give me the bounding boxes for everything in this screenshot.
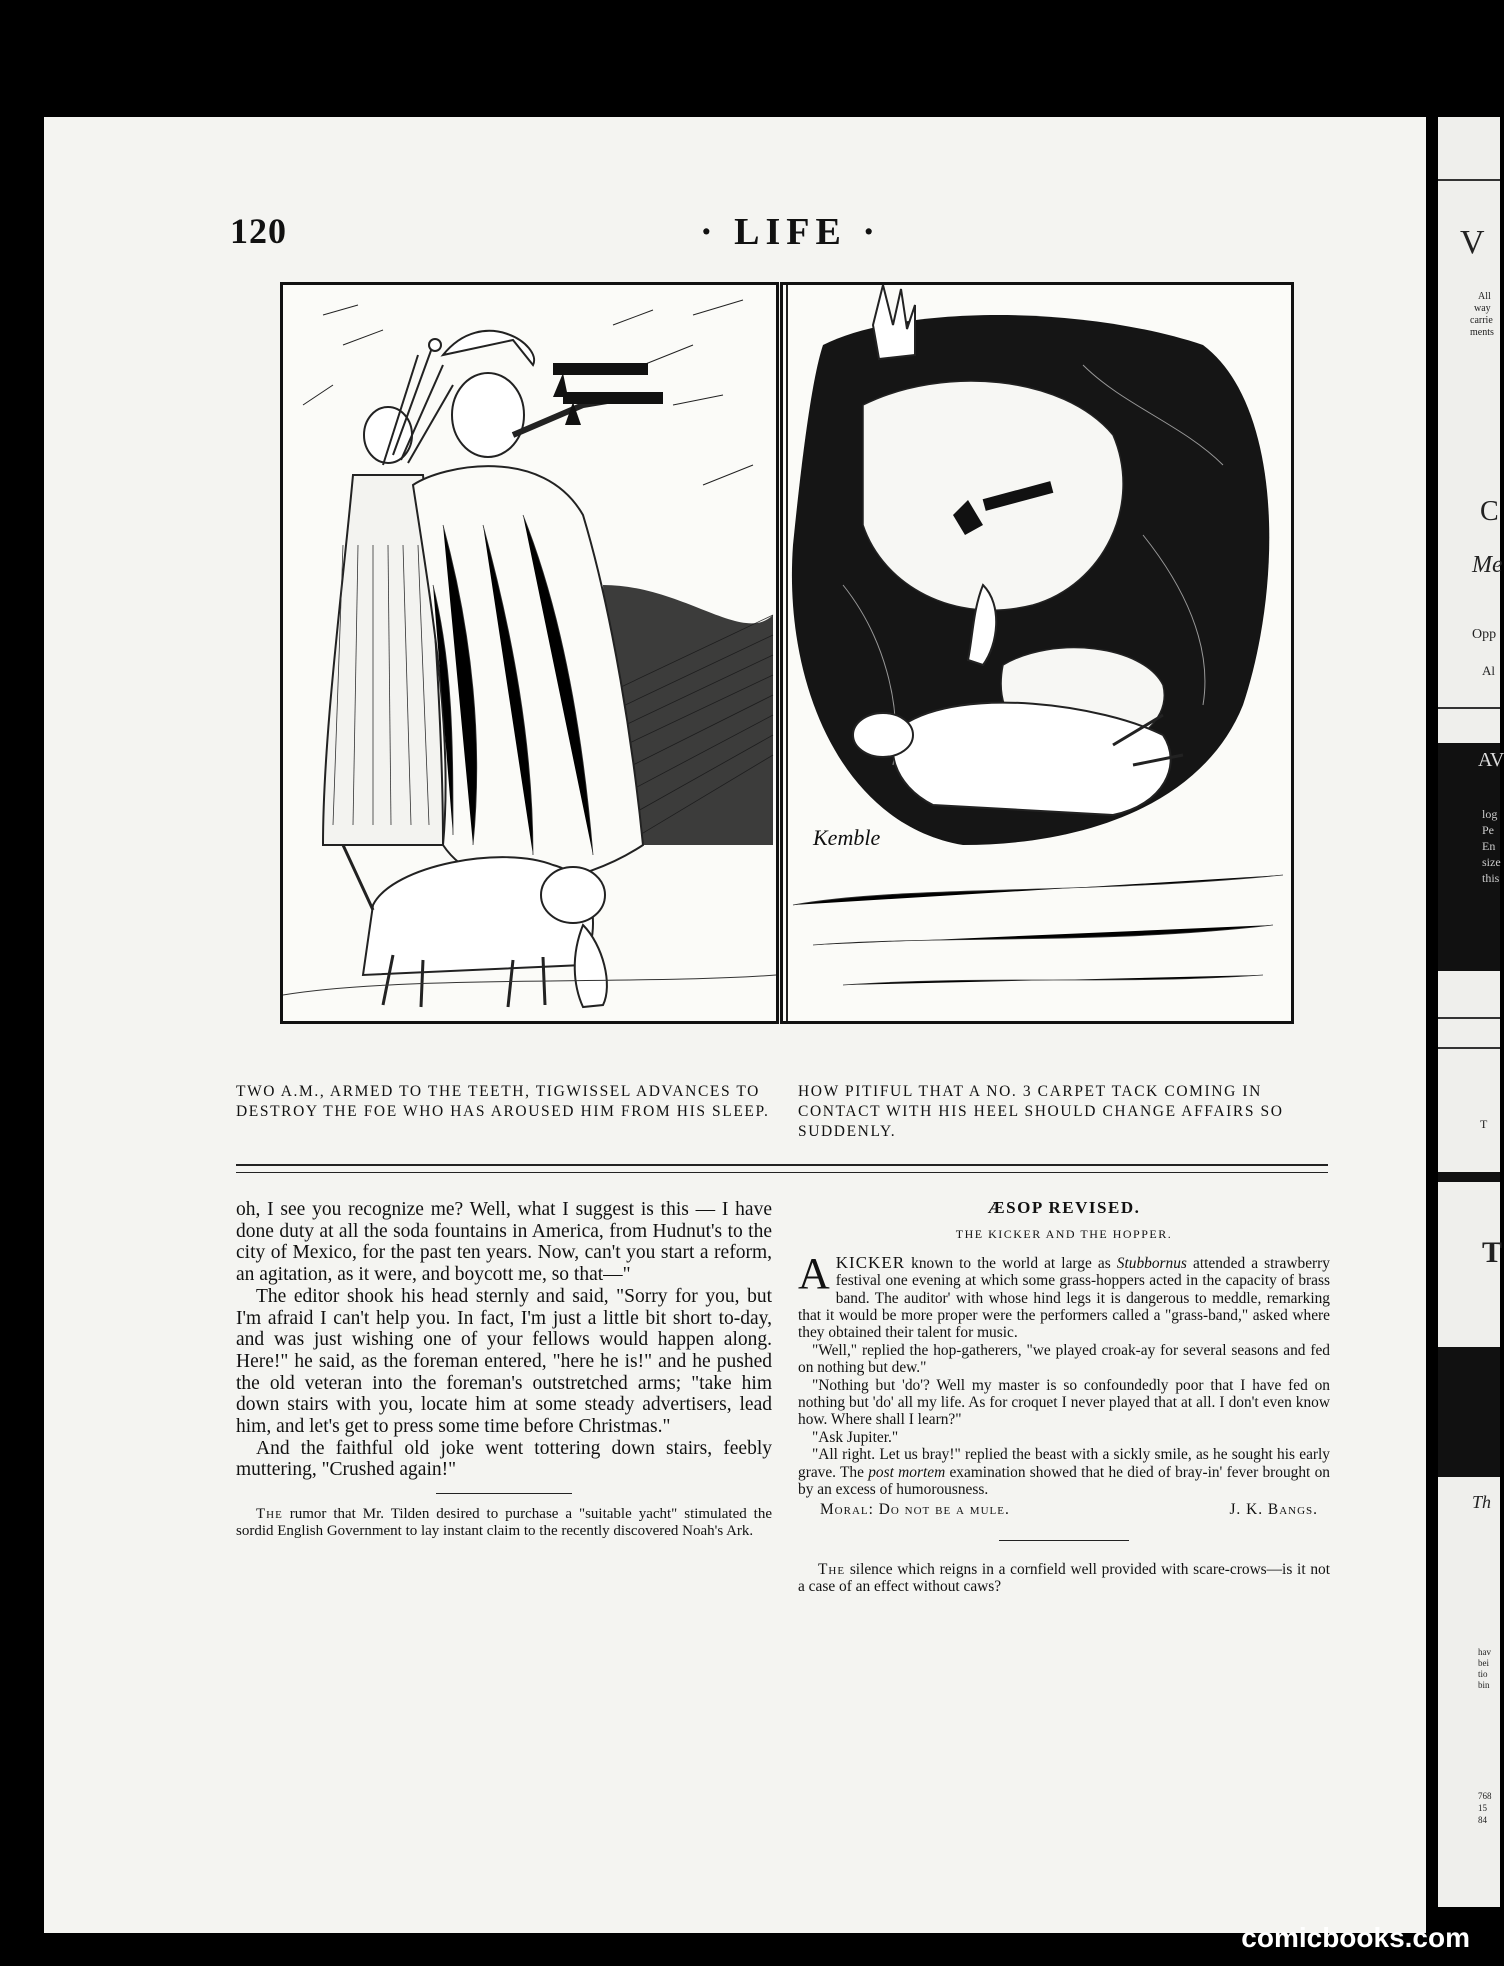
fable-paragraph xyxy=(798,1446,1330,1498)
story-paragraph: The editor shook his head sternly and said, "Sorry for you, but I'm afraid I can't help you. In fact, I'm just a little bit short to-day, and was just wishing one of your fellows would happen along. Here!" he said, as the foreman entered, "here he is!" and he pushed the old veteran into the foreman's outstretched arms; "take him down stairs with you, locate him at some steady advertisers, lead him, and let's get to press some time before Christmas." xyxy=(236,1285,772,1438)
tigwissel-armed-drawing xyxy=(283,285,776,1021)
caption-right: HOW PITIFUL THAT A NO. 3 CARPET TACK COMING IN CONTACT WITH HIS HEEL SHOULD CHANGE AFFAIRS SO SUDDENLY. xyxy=(798,1083,1284,1140)
adjacent-fragment: C xyxy=(1480,496,1499,527)
article-title: ÆSOP REVISED. xyxy=(987,1198,1141,1217)
fable-paragraph xyxy=(798,1248,1330,1342)
tilden-text: rumor that Mr. Tilden desired to purchase a "suitable yacht" stimulated the sordid English Government to lay instant claim to the recently discovered Noah's Ark. xyxy=(236,1506,772,1539)
adjacent-fragment: tio xyxy=(1478,1669,1488,1679)
fable-paragraph: "Well," replied the hop-gatherers, "we played croak-ay for several seasons and fed on nothing but dew." xyxy=(798,1341,1330,1377)
fable-italic: Stubbornus xyxy=(1116,1254,1187,1272)
short-divider xyxy=(436,1493,572,1494)
adjacent-fragment: Pe xyxy=(1482,823,1494,837)
adjacent-fragment: log xyxy=(1482,807,1498,821)
tigwissel-falls-drawing xyxy=(783,285,1291,1021)
fable-italic: post mortem xyxy=(868,1463,946,1481)
adjacent-fragment: 15 xyxy=(1478,1803,1487,1813)
fable-paragraph: "Nothing but 'do'? Well my master is so confoundedly poor that I have fed on nothing but 'do' all my life. As for croquet I never played that at all. I don't even know how. Where shall I learn?" xyxy=(798,1376,1330,1429)
section-divider xyxy=(236,1164,1328,1173)
drop-cap: A xyxy=(798,1248,830,1298)
artist-signature: Kemble xyxy=(813,825,881,850)
adjacent-fragment: AV xyxy=(1478,749,1504,771)
adjacent-fragment: Opp xyxy=(1472,627,1497,642)
adjacent-fragment: 84 xyxy=(1478,1815,1487,1825)
adjacent-fragment: this xyxy=(1482,871,1500,885)
article-subtitle: THE KICKER AND THE HOPPER. xyxy=(955,1227,1173,1242)
adjacent-fragment: T xyxy=(1480,1117,1488,1131)
fable-text: examination showed that he died of bray-in' fever brought on by an excess of humorousness. xyxy=(798,1463,1330,1499)
first-word: KICKER xyxy=(835,1252,906,1272)
tilden-lead: The xyxy=(256,1506,283,1523)
page-header xyxy=(230,210,1330,260)
adjacent-fragment: T xyxy=(1482,1236,1503,1269)
adjacent-fragment: way xyxy=(1474,303,1491,314)
fable-text: attended a strawberry festival one evening at which some grass-hoppers acted in the capacity of brass band. The auditor' with whose hind legs it is dangerous to meddle, remarking that it would be more proper were the performers called a "grass-band," asked where they obtained their talent for music. xyxy=(798,1254,1330,1342)
adjacent-fragment: ments xyxy=(1470,327,1494,338)
moral-line xyxy=(798,1501,1330,1518)
adjacent-fragment: hav xyxy=(1478,1647,1491,1657)
adjacent-fragment: carrie xyxy=(1470,315,1493,326)
fable-text: "All right. Let us bray!" replied the beast with a sickly smile, as he sought his early grave. The xyxy=(798,1446,1330,1481)
illustration-panel-left xyxy=(280,282,779,1024)
caws-text: silence which reigns in a cornfield well provided with scare-crows—is it not a case of an effect without caws? xyxy=(798,1560,1330,1596)
story-paragraph: oh, I see you recognize me? Well, what I suggest is this — I have done duty at all the soda fountains in America, from Hudnut's to the city of Mexico, for the past ten years. Now, can't you start a reform, an agitation, as it were, and boycott me, so that—" xyxy=(236,1199,772,1286)
adjacent-fragment: V xyxy=(1460,224,1485,261)
author-credit: J. K. Bangs. xyxy=(1229,1500,1318,1518)
caws-lead: The xyxy=(818,1560,846,1578)
adjacent-fragment: size xyxy=(1482,855,1501,869)
left-column xyxy=(236,1199,772,1539)
caption-left: TWO A.M., ARMED TO THE TEETH, TIGWISSEL ADVANCES TO DESTROY THE FOE WHO HAS AROUSED HIM FROM HIS SLEEP. xyxy=(236,1083,770,1120)
adjacent-fragment: En xyxy=(1482,839,1496,853)
adjacent-fragment: All xyxy=(1478,291,1491,302)
adjacent-fragment: bin xyxy=(1478,1680,1490,1690)
page-number: 120 xyxy=(230,211,287,251)
adjacent-fragment: Me xyxy=(1472,552,1503,578)
masthead-title: · LIFE · xyxy=(700,211,882,253)
watermark-text: comicbooks.com xyxy=(1241,1922,1470,1953)
fable-text: known to the world at large as xyxy=(911,1254,1111,1272)
adjacent-fragment: Th xyxy=(1472,1492,1492,1512)
adjacent-fragment: Al xyxy=(1482,663,1495,678)
adjacent-fragment: 768 xyxy=(1478,1791,1492,1801)
short-divider xyxy=(999,1540,1129,1541)
adjacent-fragment: bei xyxy=(1478,1658,1489,1668)
moral-text: Moral: Do not be a mule. xyxy=(820,1500,1010,1518)
story-paragraph: And the faithful old joke went tottering down stairs, feebly muttering, "Crushed again!" xyxy=(236,1437,772,1481)
right-column xyxy=(798,1199,1330,1596)
fable-paragraph: "Ask Jupiter." xyxy=(812,1428,899,1446)
illustration-panel-right xyxy=(780,282,1294,1024)
adjacent-page-edge xyxy=(1438,117,1504,1907)
caws-paragraph xyxy=(798,1561,1330,1596)
tilden-paragraph xyxy=(236,1506,772,1539)
